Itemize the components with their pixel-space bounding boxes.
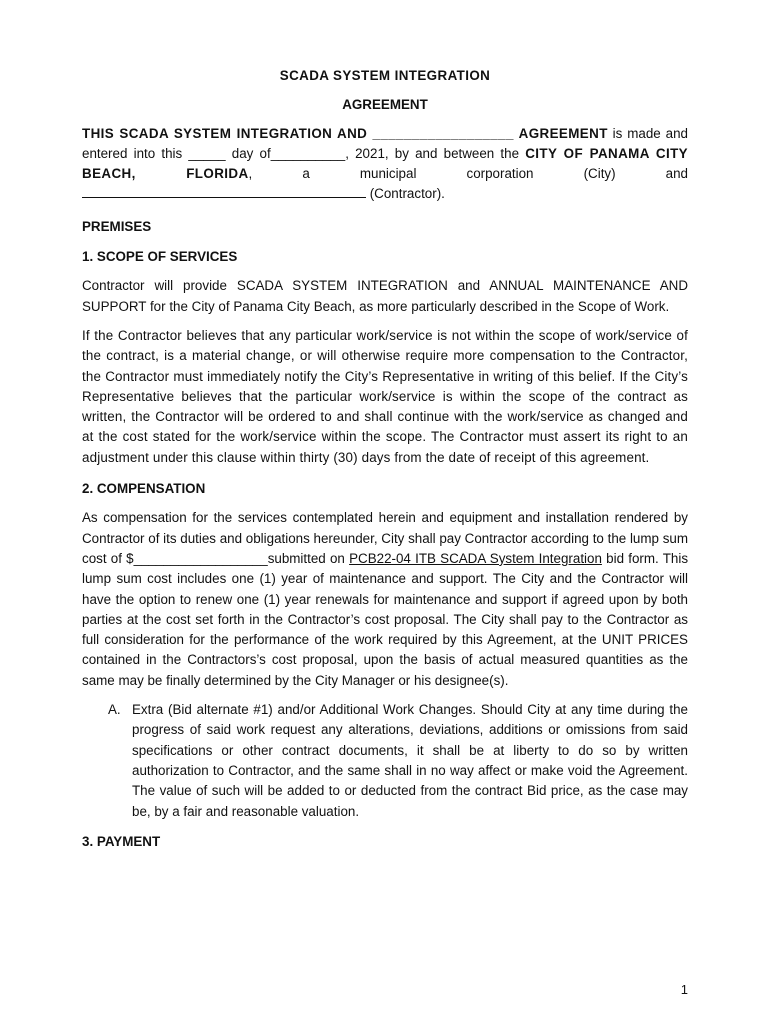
item-a-label: A. [108, 702, 121, 718]
itb-reference: PCB22-04 ITB SCADA System Integration [349, 550, 602, 566]
intro-bold-lead: THIS SCADA SYSTEM INTEGRATION AND __________________ AGREEMENT [82, 125, 608, 141]
contractor-name-blank [82, 185, 366, 198]
intro-part1: is made and entered into this _____ day of [82, 125, 689, 161]
contractor-label: (Contractor). [366, 186, 445, 202]
section3-heading: 3. PAYMENT [82, 833, 161, 849]
compensation-text-c: bid form. This lump sum cost includes one (1) year of maintenance and support. The City and the Contractor will have the option to renew one (1) year renewals for maintenance and support if agreed upon by both parties at the cost set forth in the Contractor’s cost proposal. The City shall pay to the Contractor as full consideration for the performance of the work required by this Agreement, at the UNIT PRICES contained in the Contractors’s cost proposal, upon the basis of actual measured quantities as the same may be finally determined by the City Manager or his designee(s). [82, 550, 689, 688]
amount-blank: __________________ [133, 550, 268, 566]
intro-part2: , 2021, by and between the [345, 145, 526, 161]
month-blank: __________ [270, 145, 346, 161]
section1-paragraph2: If the Contractor believes that any particular work/service is not within the scope of work/service of the contract, is a material change, or will otherwise require more compensation to the Contractor, the Contractor must immediately notify the City’s Representative in writing of this belief. If the City’s Representative believes that the particular work/service is within the scope of the contract as written, the Contractor will be ordered to and shall continue with the work/service as changed and at the cost stated for the work/service within the scope. The Contractor must assert its right to an adjustment under this clause within thirty (30) days from the date of receipt of this agreement. [82, 327, 688, 465]
compensation-text-b: submitted on [267, 550, 350, 566]
section1-heading: 1. SCOPE OF SERVICES [82, 249, 238, 265]
compensation-text-a: As compensation for the services contemplated herein and equipment and installation rendered by Contractor of its duties and obligations hereunder, City shall pay Contractor according to the lump sum cost of $ [82, 510, 688, 566]
intro-paragraph [82, 124, 688, 205]
section2-heading: 2. COMPENSATION [82, 481, 206, 497]
intro-part3: , a municipal corporation (City) and [248, 166, 688, 182]
list-item [82, 700, 688, 822]
city-name: CITY OF PANAMA CITY BEACH, FLORIDA [82, 145, 688, 182]
section1-paragraph1: Contractor will provide SCADA SYSTEM INTEGRATION and ANNUAL MAINTENANCE AND SUPPORT for the City of Panama City Beach, as more particularly described in the Scope of Work. [82, 278, 688, 314]
document-title-line2: AGREEMENT [342, 97, 428, 113]
section2-paragraph [82, 508, 688, 691]
document-title-line1: SCADA SYSTEM INTEGRATION [279, 68, 491, 83]
page-number: 1 [680, 982, 688, 997]
item-a-text: Extra (Bid alternate #1) and/or Additional Work Changes. Should City at any time during the progress of said work request any alterations, deviations, additions or omissions from said specifications or other contract documents, it shall be at liberty to do so by written authorization to Contractor, and the same shall in no way affect or make void the Agreement. The value of such will be added to or deducted from the contract Bid price, as the case may be, by a fair and reasonable valuation. [132, 702, 688, 819]
premises-heading: PREMISES [82, 218, 152, 234]
